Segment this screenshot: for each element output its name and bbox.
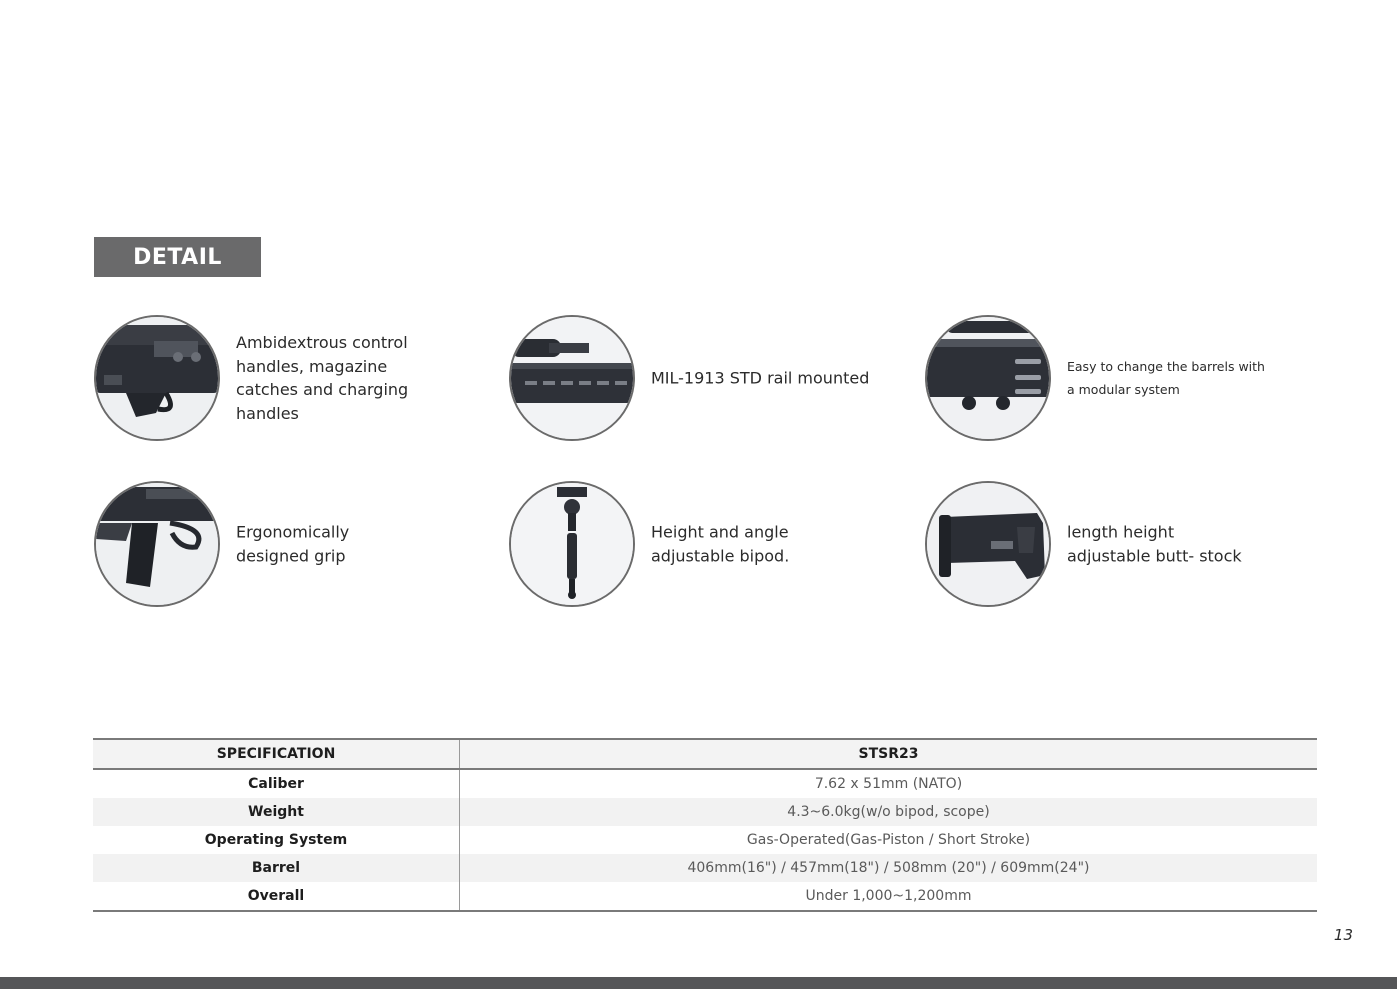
feature-grip	[94, 481, 494, 607]
feature-caption: MIL-1913 STD rail mounted	[651, 368, 870, 388]
table-row	[93, 882, 1317, 911]
receiver-controls-icon	[94, 315, 220, 441]
spec-value: 406mm(16") / 457mm(18") / 508mm (20") / 609mm(24")	[687, 860, 1090, 876]
table-row	[93, 769, 1317, 798]
spec-label: Operating System	[93, 826, 460, 854]
spec-value: Gas-Operated(Gas-Piston / Short Stroke)	[746, 832, 1031, 848]
feature-caption: length height adjustable butt- stock	[1067, 522, 1242, 565]
spec-value: 4.3~6.0kg(w/o bipod, scope)	[787, 804, 990, 820]
spec-header-row	[93, 739, 1317, 769]
modular-handguard-icon	[925, 315, 1051, 441]
feature-caption: Easy to change the barrels with a modular system	[1067, 359, 1265, 397]
spec-label: Barrel	[93, 854, 460, 882]
feature-caption: Ergonomically designed grip	[236, 522, 350, 565]
spec-value: 7.62 x 51mm (NATO)	[814, 776, 963, 792]
rail-scope-icon	[509, 315, 635, 441]
bipod-icon	[509, 481, 635, 607]
spec-table	[93, 738, 1317, 912]
spec-label: Overall	[93, 882, 460, 911]
page-number: 13	[1333, 926, 1353, 944]
spec-value: Under 1,000~1,200mm	[805, 888, 972, 904]
table-row	[93, 798, 1317, 826]
pistol-grip-icon	[94, 481, 220, 607]
feature-caption: Ambidextrous control handles, magazine catches and charging handles	[236, 333, 409, 423]
spec-header-label: SPECIFICATION	[93, 739, 460, 769]
feature-buttstock	[925, 481, 1325, 607]
feature-ambidextrous	[94, 315, 494, 441]
feature-modular	[925, 315, 1325, 441]
feature-rail	[509, 315, 909, 441]
spec-header-model: STSR23	[858, 746, 919, 762]
table-row	[93, 826, 1317, 854]
section-title: DETAIL	[94, 237, 261, 277]
spec-label: Weight	[93, 798, 460, 826]
spec-label: Caliber	[93, 769, 460, 798]
buttstock-icon	[925, 481, 1051, 607]
footer-bar	[0, 977, 1397, 989]
feature-bipod	[509, 481, 909, 607]
feature-caption: Height and angle adjustable bipod.	[651, 522, 790, 565]
table-row	[93, 854, 1317, 882]
